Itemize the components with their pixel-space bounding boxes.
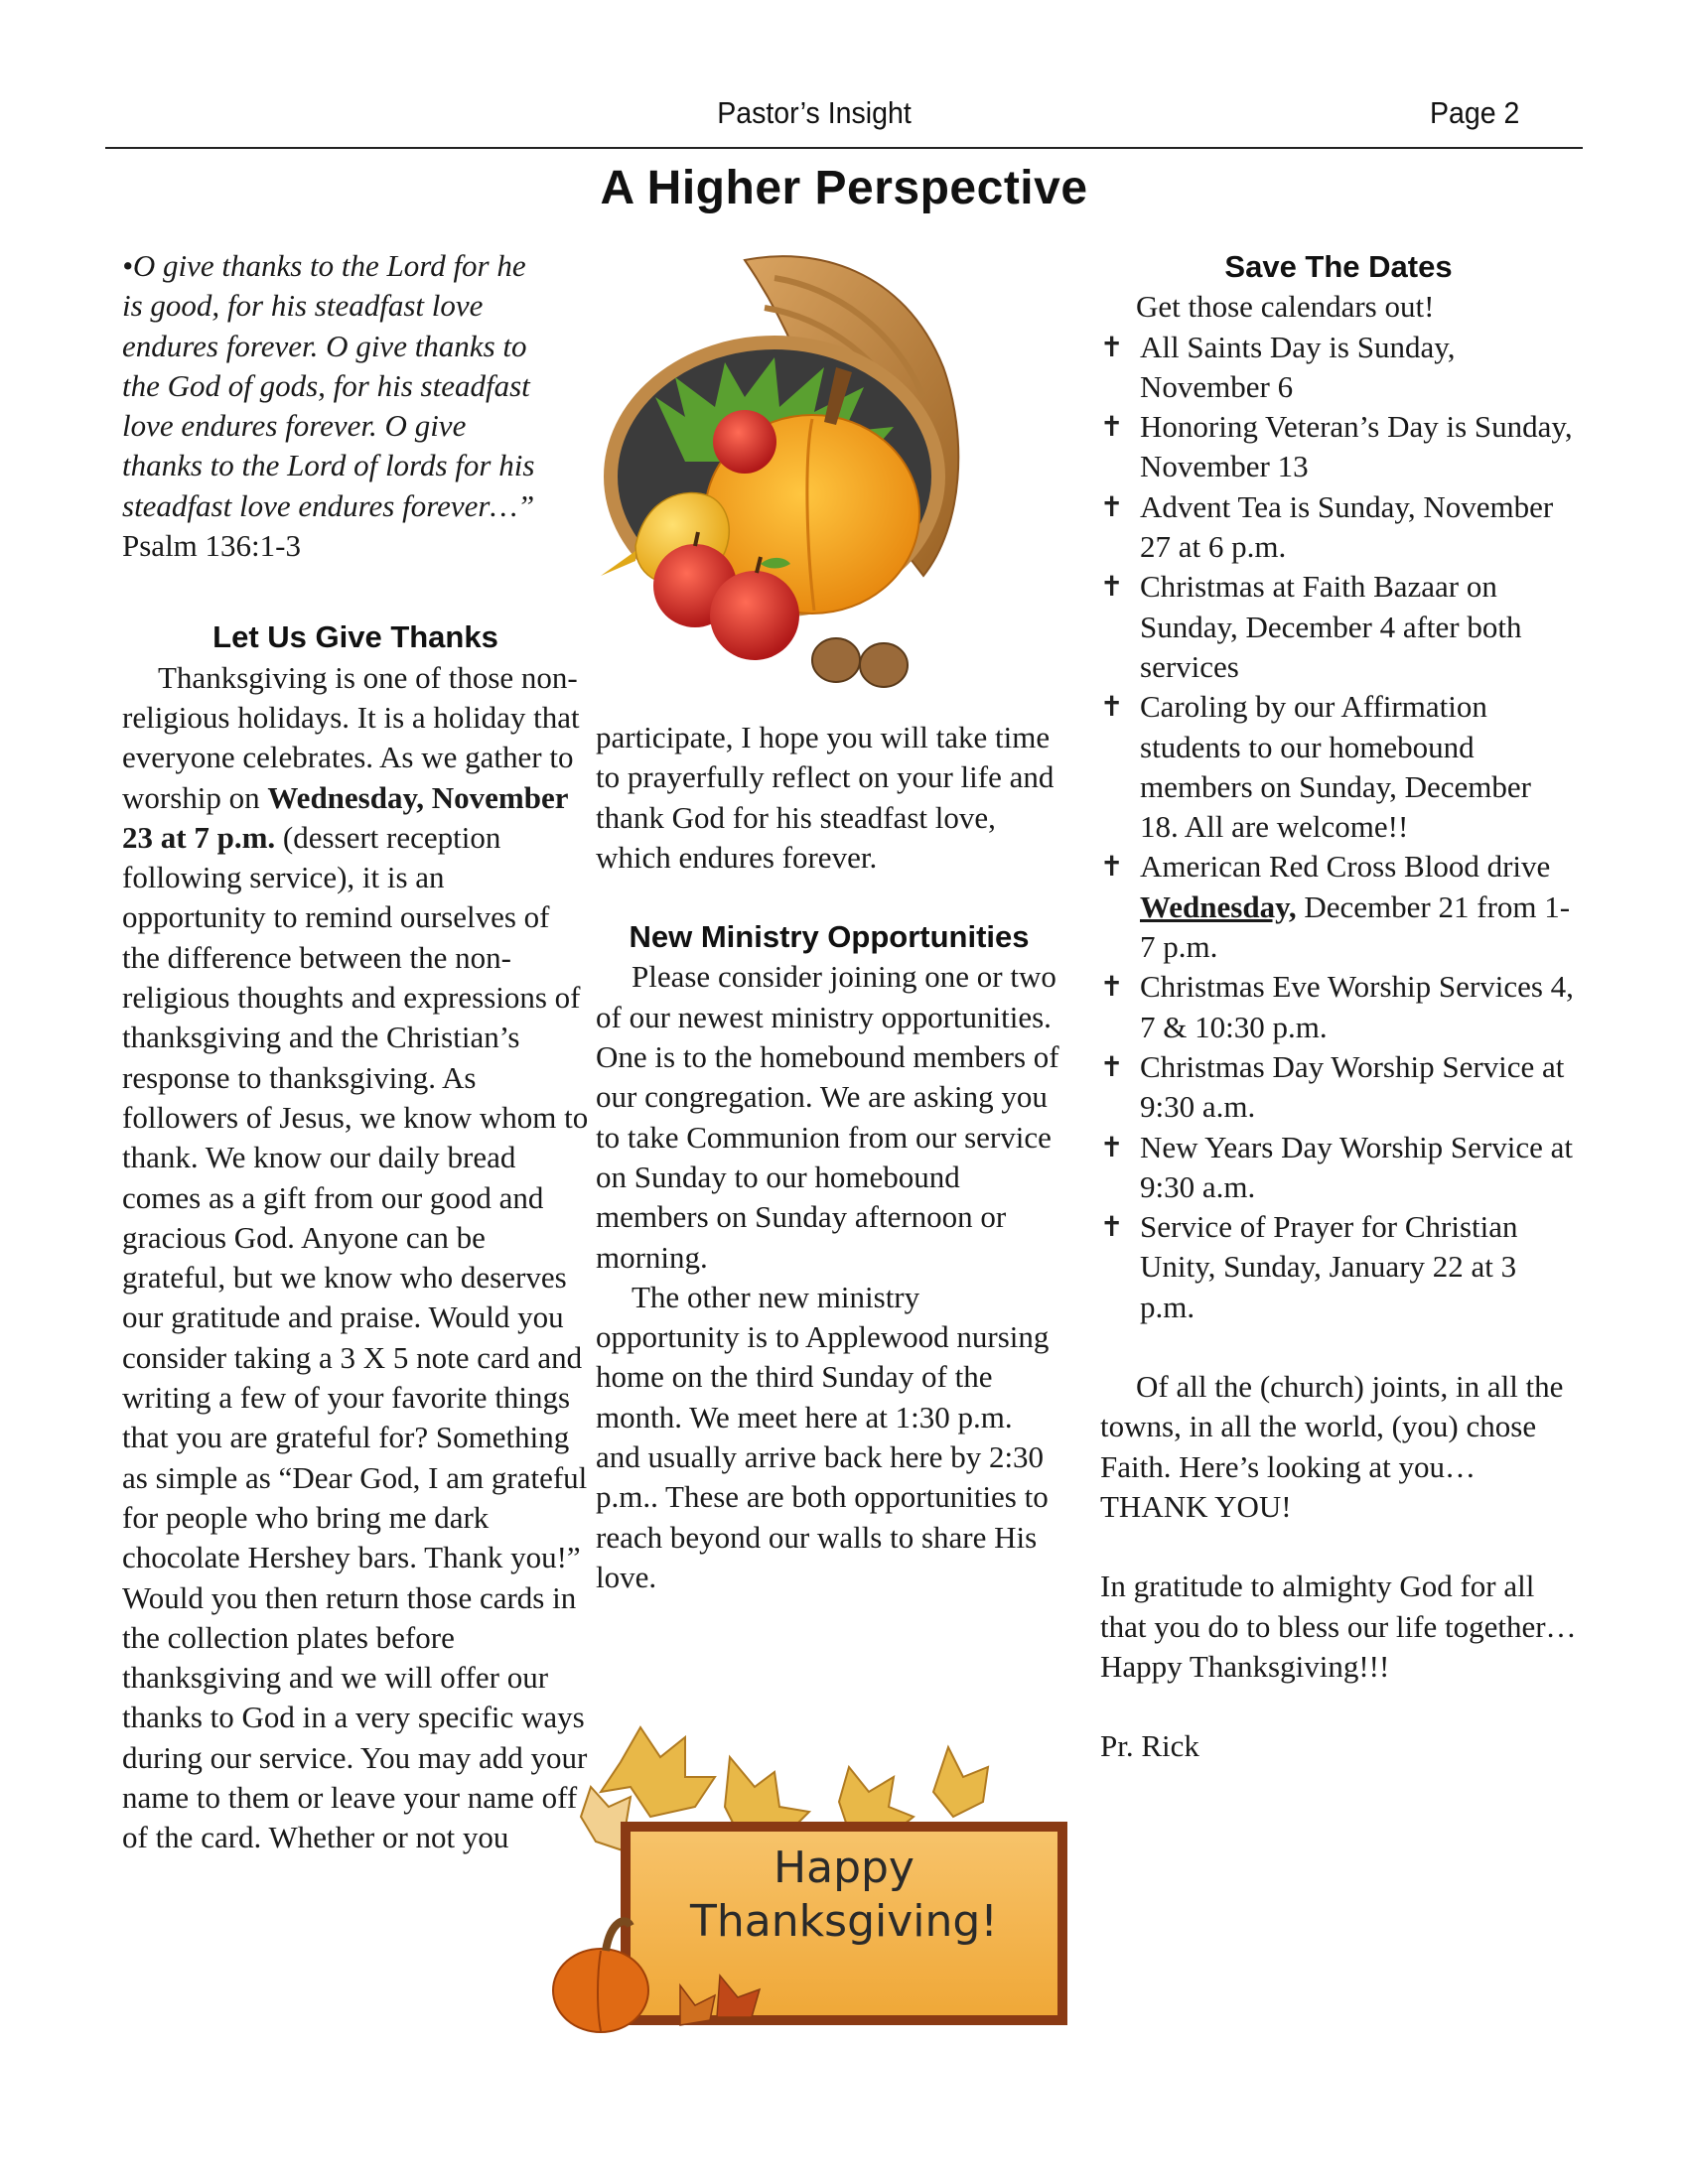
sign-line-happy: Happy: [774, 1843, 914, 1893]
list-item: ✝ Christmas Day Worship Service at 9:30 a.m.: [1100, 1048, 1565, 1125]
scripture-quote: [122, 246, 589, 526]
give-thanks-body: [122, 658, 589, 1858]
cross-icon: ✝: [1100, 970, 1124, 1004]
save-dates-list: [1100, 328, 1577, 1327]
column-middle: [596, 718, 1062, 1597]
list-item: ✝ Caroling by our Affirmation students to our homebound members on Sunday, December 18. All are welcome!!: [1100, 689, 1531, 845]
header-page-number: Page 2: [1430, 95, 1520, 130]
list-item: ✝ Honoring Veteran’s Day is Sunday, November 13: [1100, 409, 1573, 484]
cross-icon: ✝: [1100, 489, 1124, 523]
service-date: Wednesday, November 23 at 7 p.m.: [122, 779, 568, 855]
quote-line: the God of gods, for his steadfast: [122, 367, 530, 403]
list-item: ✝ Advent Tea is Sunday, November 27 at 6 p.m.: [1100, 488, 1554, 565]
list-item: ✝ All Saints Day is Sunday, November 6: [1100, 329, 1456, 404]
list-item: ✝ Christmas Eve Worship Services 4, 7 & 10:30 p.m.: [1100, 969, 1574, 1044]
cross-icon: ✝: [1100, 1210, 1124, 1244]
cornucopia-illustration: [576, 248, 973, 715]
column-right: [1100, 247, 1577, 1766]
happy-thanksgiving-sign-text: [631, 1842, 1057, 1949]
body-text: (dessert reception following service), it is an opportunity to remind ourselves of the difference between the non-religious thoughts and expressions of thanksgiving and the Christian’s response to thanksgiving. As followers of Jesus, we know whom to thank. We know our daily bread comes as a gift from our good and gracious God. Anyone can be grateful, but we know who deserves our gratitude and praise. Would you consider taking a 3 X 5 note card and writing a few of your favorite things that you are grateful for? Something as simple as “Dear God, I am grateful for people who bring me dark chocolate Hershey bars. Thank you!” Would you then return those cards in the collection plates before thanksgiving and we will offer our thanks to God in a very specific ways during our service. You may add your name to them or leave your name off of the card. Whether or not you: [122, 819, 589, 1855]
cross-icon: ✝: [1100, 1049, 1124, 1083]
closing-paragraph-2: In gratitude to almighty God for all that you do to bless our life together…Happy Thanksgiving!!!: [1100, 1569, 1577, 1684]
list-item: ✝ Christmas at Faith Bazaar on Sunday, December 4 after both services: [1100, 569, 1522, 684]
list-item: ✝ American Red Cross Blood drive Wednesday, December 21 from 1-7 p.m.: [1100, 849, 1571, 965]
section-heading-new-ministry: New Ministry Opportunities: [629, 919, 1030, 955]
section-heading-save-dates: Save The Dates: [1224, 249, 1453, 284]
section-heading-give-thanks: Let Us Give Thanks: [212, 619, 498, 655]
list-item: ✝ Service of Prayer for Christian Unity, Sunday, January 22 at 3 p.m.: [1100, 1209, 1518, 1324]
quote-line: thanks to the Lord of lords for his: [122, 448, 535, 483]
save-dates-intro: Get those calendars out!: [1136, 289, 1435, 325]
ministry-paragraph-1: Please consider joining one or two of our newest ministry opportunities. One is to the homebound members of our congregation. We are asking you to take Communion from our service on Sunday to our homebound members on Sunday afternoon or morning.: [596, 959, 1059, 1275]
quote-line: is good, for his steadfast love: [122, 288, 484, 324]
red-cross-day: Wednesday,: [1140, 888, 1297, 924]
signature: Pr. Rick: [1100, 1728, 1199, 1764]
cross-icon: ✝: [1100, 1130, 1124, 1163]
cross-icon: ✝: [1100, 570, 1124, 604]
cross-icon: ✝: [1100, 330, 1124, 363]
ministry-paragraph-2: The other new ministry opportunity is to Applewood nursing home on the third Sunday of the month. We meet here at 1:30 p.m. and usually arrive back here by 2:30 p.m.. These are both opportunities to reach beyond our walls to share His love.: [596, 1279, 1050, 1594]
cross-icon: ✝: [1100, 850, 1124, 884]
cross-icon: ✝: [1100, 410, 1124, 444]
header-section-title: Pastor’s Insight: [717, 95, 912, 130]
column-left: [122, 246, 589, 1858]
body-text: Thanksgiving is one of those non-religious holidays. It is a holiday that everyone celebrates. As we gather to worship on: [122, 659, 580, 815]
quote-line: love endures forever. O give: [122, 408, 467, 444]
page-title: A Higher Perspective: [600, 162, 1088, 214]
sign-line-thanksgiving: Thanksgiving!: [690, 1896, 998, 1947]
cross-icon: ✝: [1100, 690, 1124, 724]
quote-line: •O give thanks to the Lord for he: [122, 248, 526, 283]
closing-paragraph-1: Of all the (church) joints, in all the towns, in all the world, (you) chose Faith. Here’s looking at you…THANK YOU!: [1100, 1369, 1564, 1524]
give-thanks-continued: participate, I hope you will take time to prayerfully reflect on your life and thank God for his steadfast love, which endures forever.: [596, 720, 1055, 875]
scripture-citation: Psalm 136:1-3: [122, 528, 301, 564]
quote-line: steadfast love endures forever…”: [122, 487, 535, 523]
quote-line: endures forever. O give thanks to: [122, 328, 527, 363]
header-rule: [105, 147, 1583, 149]
list-item: ✝ New Years Day Worship Service at 9:30 a.m.: [1100, 1129, 1574, 1204]
